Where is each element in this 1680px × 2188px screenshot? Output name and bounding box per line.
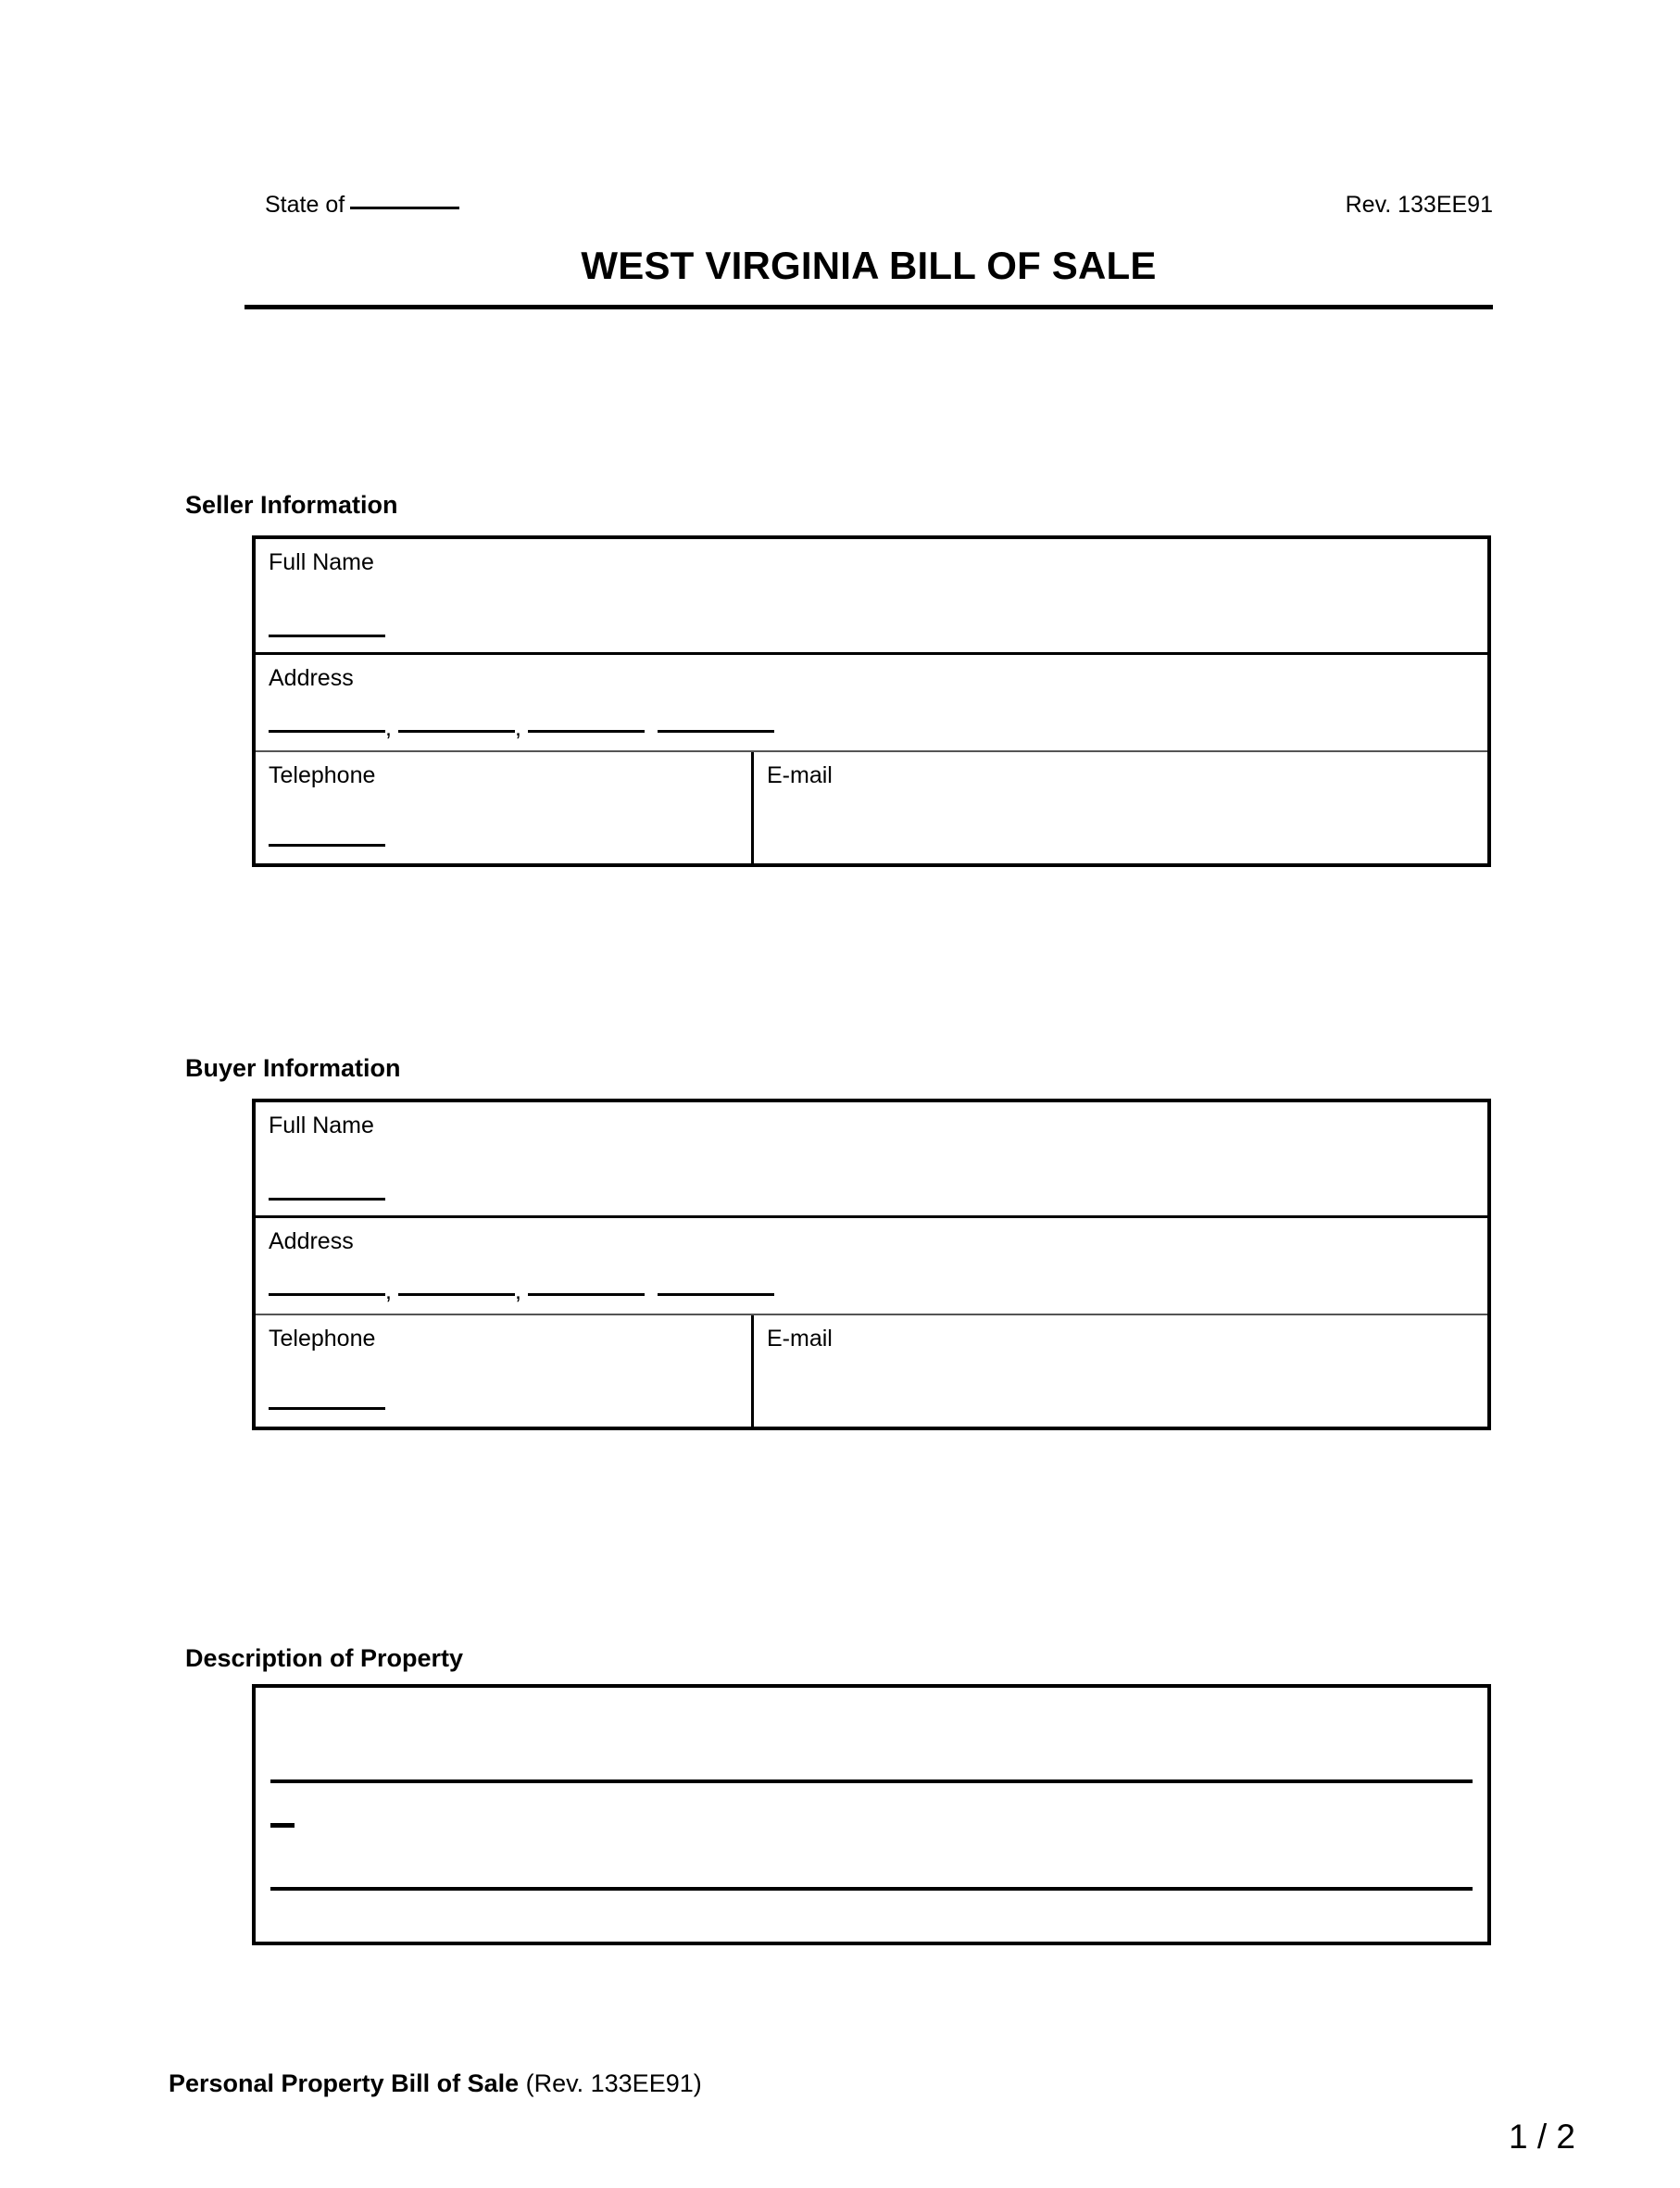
buyer-email-cell[interactable] [754, 1315, 1487, 1427]
buyer-address-city-blank [398, 1293, 515, 1296]
seller-address-comma-2: , [514, 715, 521, 741]
buyer-address-cell[interactable] [256, 1218, 1487, 1314]
buyer-fullname-cell[interactable] [256, 1102, 1487, 1215]
description-of-property-box[interactable] [252, 1684, 1491, 1945]
seller-telephone-input[interactable] [269, 837, 385, 854]
seller-address-input[interactable] [269, 715, 774, 741]
state-of-blank[interactable] [350, 207, 459, 209]
seller-address-row [256, 655, 1487, 752]
buyer-address-row [256, 1218, 1487, 1315]
seller-telephone-cell[interactable] [256, 752, 754, 863]
seller-address-cell[interactable] [256, 655, 1487, 750]
buyer-email-label: E-mail [767, 1326, 833, 1352]
footer-document-label [169, 2068, 702, 2099]
seller-address-city-blank [398, 730, 515, 733]
buyer-contact-row [256, 1315, 1487, 1427]
seller-information-table [252, 535, 1491, 867]
buyer-address-input[interactable] [269, 1278, 774, 1304]
seller-fullname-cell[interactable] [256, 539, 1487, 652]
section-heading-description: Description of Property [185, 1644, 464, 1672]
buyer-telephone-cell[interactable] [256, 1315, 754, 1427]
buyer-fullname-blank [269, 1198, 385, 1201]
seller-fullname-label: Full Name [269, 549, 374, 575]
seller-email-cell[interactable] [754, 752, 1487, 863]
page-title: WEST VIRGINIA BILL OF SALE [581, 244, 1157, 287]
buyer-address-state-blank [528, 1293, 645, 1296]
buyer-address-street-blank [269, 1293, 385, 1296]
revision-code: Rev. 133EE91 [1345, 192, 1493, 218]
buyer-address-label: Address [269, 1228, 354, 1254]
seller-fullname-row [256, 539, 1487, 655]
seller-address-state-blank [528, 730, 645, 733]
description-line-1 [270, 1779, 1473, 1783]
buyer-telephone-label: Telephone [269, 1326, 376, 1352]
seller-fullname-blank [269, 635, 385, 637]
seller-address-label: Address [269, 665, 354, 691]
title-divider [244, 305, 1493, 309]
buyer-address-space [645, 1278, 651, 1304]
buyer-fullname-input[interactable] [269, 1191, 385, 1208]
seller-address-comma-1: , [385, 715, 392, 741]
footer-revision: (Rev. 133EE91) [519, 2069, 702, 2097]
page-number: 1 / 2 [1509, 2118, 1575, 2156]
state-of-label: State of [265, 192, 345, 218]
seller-address-zip-blank [658, 730, 774, 733]
seller-telephone-label: Telephone [269, 762, 376, 788]
buyer-information-table [252, 1099, 1491, 1430]
buyer-telephone-blank [269, 1407, 385, 1410]
buyer-fullname-label: Full Name [269, 1113, 374, 1138]
seller-fullname-input[interactable] [269, 628, 385, 645]
seller-contact-row [256, 752, 1487, 863]
description-line-2 [270, 1887, 1473, 1891]
section-heading-buyer: Buyer Information [185, 1054, 401, 1082]
seller-telephone-blank [269, 844, 385, 847]
description-dash [270, 1823, 295, 1828]
seller-address-street-blank [269, 730, 385, 733]
footer-title: Personal Property Bill of Sale [169, 2069, 520, 2097]
buyer-address-comma-1: , [385, 1278, 392, 1304]
section-heading-seller: Seller Information [185, 491, 398, 519]
buyer-telephone-input[interactable] [269, 1401, 385, 1417]
page-header [244, 190, 1493, 227]
buyer-address-zip-blank [658, 1293, 774, 1296]
buyer-fullname-row [256, 1102, 1487, 1218]
seller-email-label: E-mail [767, 762, 833, 788]
buyer-address-comma-2: , [514, 1278, 521, 1304]
state-of-field [265, 190, 459, 220]
seller-address-space [645, 715, 651, 741]
